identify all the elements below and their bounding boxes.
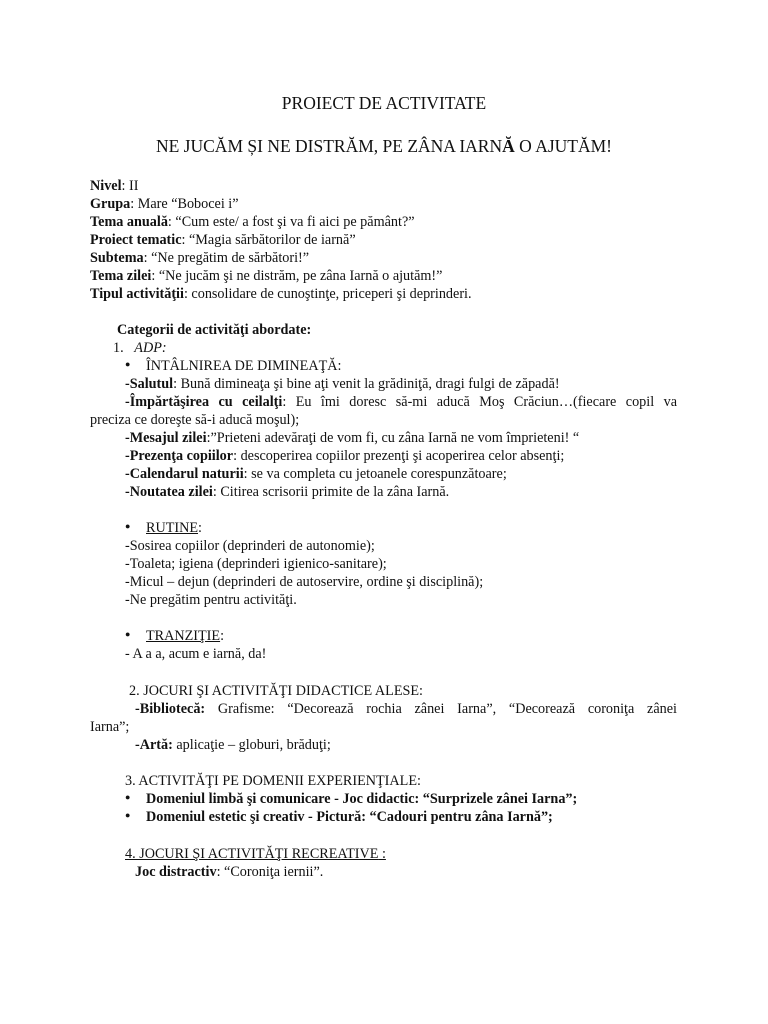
intalnirea-heading: ÎNTÂLNIREA DE DIMINEAŢĂ:	[146, 358, 342, 374]
adp-heading	[113, 339, 167, 357]
meta-value: : “Ne jucăm şi ne distrăm, pe zâna Iarnă o ajutăm!”	[151, 268, 443, 284]
meta-proiect-tematic	[90, 231, 356, 249]
item-text: : “Coroniţa iernii”.	[216, 864, 324, 880]
item-label: Joc distractiv	[135, 864, 217, 880]
bullet-icon: ●	[125, 521, 131, 531]
jocuri-arta	[135, 736, 331, 754]
adp-mesajul	[125, 429, 579, 447]
meta-label: Tipul activităţii	[90, 286, 184, 302]
item-text: : descoperirea copiilor prezenţi şi acoperirea celor absenţi;	[233, 448, 565, 464]
heading-colon: :	[378, 846, 386, 862]
item-text: Grafisme: “Decorează rochia zânei Iarna”, “Decorează coroniţa zânei	[205, 701, 677, 717]
item-label: -Prezenţa copiilor	[125, 448, 234, 464]
meta-label: Tema anuală	[90, 214, 168, 230]
bullet-icon: ●	[125, 810, 131, 820]
meta-subtema	[90, 249, 309, 267]
domenii-heading: 3. ACTIVITĂŢI PE DOMENII EXPERIENŢIALE:	[125, 773, 421, 789]
heading-colon: :	[220, 628, 225, 644]
item-text: :”Prieteni adevăraţi de vom fi, cu zâna Iarnă ne vom împrieteni! “	[206, 430, 580, 446]
item-text: : Eu îmi doresc să-mi aducă Moş Crăciun…(fiecare copil va	[282, 394, 677, 410]
domenii-item: Domeniul limbă şi comunicare - Joc didactic: “Surprizele zânei Iarna”;	[146, 791, 578, 807]
meta-value: : Mare “Bobocei i”	[130, 196, 239, 212]
item-text: : Citirea scrisorii primite de la zâna Iarnă.	[212, 484, 450, 500]
jocuri-biblioteca-cont: Iarna”;	[90, 719, 130, 735]
meta-value: : II	[121, 178, 139, 194]
meta-label: Grupa	[90, 196, 131, 212]
item-label: -Artă:	[135, 737, 173, 753]
meta-tema-anuala	[90, 213, 415, 231]
recreative-heading-underlined	[125, 846, 386, 862]
adp-impartasirea	[125, 393, 677, 411]
meta-value: : “Magia sărbătorilor de iarnă”	[181, 232, 356, 248]
adp-label: ADP:	[134, 340, 167, 356]
adp-number: 1.	[113, 340, 124, 356]
rutine-heading-text: RUTINE	[146, 520, 199, 536]
recreative-heading-text: 4. JOCURI ŞI ACTIVITĂŢI RECREATIVE	[125, 846, 379, 862]
tranzitie-heading	[146, 627, 224, 645]
meta-label: Tema zilei	[90, 268, 152, 284]
bullet-icon: ●	[125, 359, 131, 369]
item-label: -Împărtăşirea cu ceilalţi	[125, 394, 283, 410]
jocuri-biblioteca	[135, 700, 677, 718]
domenii-item: Domeniul estetic şi creativ - Pictură: “Cadouri pentru zâna Iarnă”;	[146, 809, 553, 825]
categorii-heading: Categorii de activităţi abordate:	[117, 322, 312, 338]
tranzitie-heading-text: TRANZIŢIE	[146, 628, 221, 644]
document-title: PROIECT DE ACTIVITATE	[281, 93, 487, 113]
rutine-item: -Ne pregătim pentru activităţi.	[125, 592, 297, 608]
meta-grupa	[90, 195, 239, 213]
adp-noutatea	[125, 483, 449, 501]
rutine-item: -Sosirea copiilor (deprinderi de autonomie);	[125, 538, 375, 554]
document-subtitle	[0, 137, 768, 155]
adp-prezenta	[125, 447, 564, 465]
jocuri-heading: 2. JOCURI ŞI ACTIVITĂŢI DIDACTICE ALESE:	[129, 683, 423, 699]
meta-nivel	[90, 177, 138, 195]
adp-salutul	[125, 375, 560, 393]
item-text: : se va completa cu jetoanele corespunzătoare;	[243, 466, 507, 482]
meta-label: Proiect tematic	[90, 232, 182, 248]
rutine-item: -Micul – dejun (deprinderi de autoservire, ordine şi disciplină);	[125, 574, 484, 590]
adp-calendarul	[125, 465, 507, 483]
subtitle-bold-letter: Ă	[502, 136, 515, 156]
bullet-icon: ●	[125, 792, 131, 802]
item-text: : Bună dimineaţa şi bine aţi venit la grădiniţă, dragi fulgi de zăpadă!	[173, 376, 560, 392]
subtitle-text: NE JUCĂM ȘI NE DISTRĂM, PE ZÂNA IARN	[155, 136, 503, 156]
adp-impartasirea-cont: preciza ce doreşte să-i aducă moşul);	[90, 412, 300, 428]
item-label: -Bibliotecă:	[135, 701, 206, 717]
meta-value: : “Cum este/ a fost şi va fi aici pe pământ?”	[167, 214, 415, 230]
item-text: aplicaţie – globuri, brăduţi;	[172, 737, 331, 753]
rutine-heading	[146, 519, 202, 537]
subtitle-text-end: O AJUTĂM!	[514, 136, 612, 156]
meta-label: Nivel	[90, 178, 122, 194]
recreative-joc	[135, 863, 323, 881]
bullet-icon: ●	[125, 629, 131, 639]
item-label: -Calendarul naturii	[125, 466, 244, 482]
meta-label: Subtema	[90, 250, 144, 266]
heading-colon: :	[198, 520, 202, 536]
meta-tipul-activitatii	[90, 285, 472, 303]
meta-value: : “Ne pregătim de sărbători!”	[143, 250, 310, 266]
meta-tema-zilei	[90, 267, 442, 285]
rutine-item: -Toaleta; igiena (deprinderi igienico-sanitare);	[125, 556, 387, 572]
recreative-heading	[125, 845, 386, 863]
meta-value: : consolidare de cunoştinţe, priceperi şi deprinderi.	[183, 286, 472, 302]
tranzitie-item: - A a a, acum e iarnă, da!	[125, 646, 267, 662]
item-label: -Noutatea zilei	[125, 484, 213, 500]
item-label: -Salutul	[125, 376, 174, 392]
item-label: -Mesajul zilei	[125, 430, 207, 446]
